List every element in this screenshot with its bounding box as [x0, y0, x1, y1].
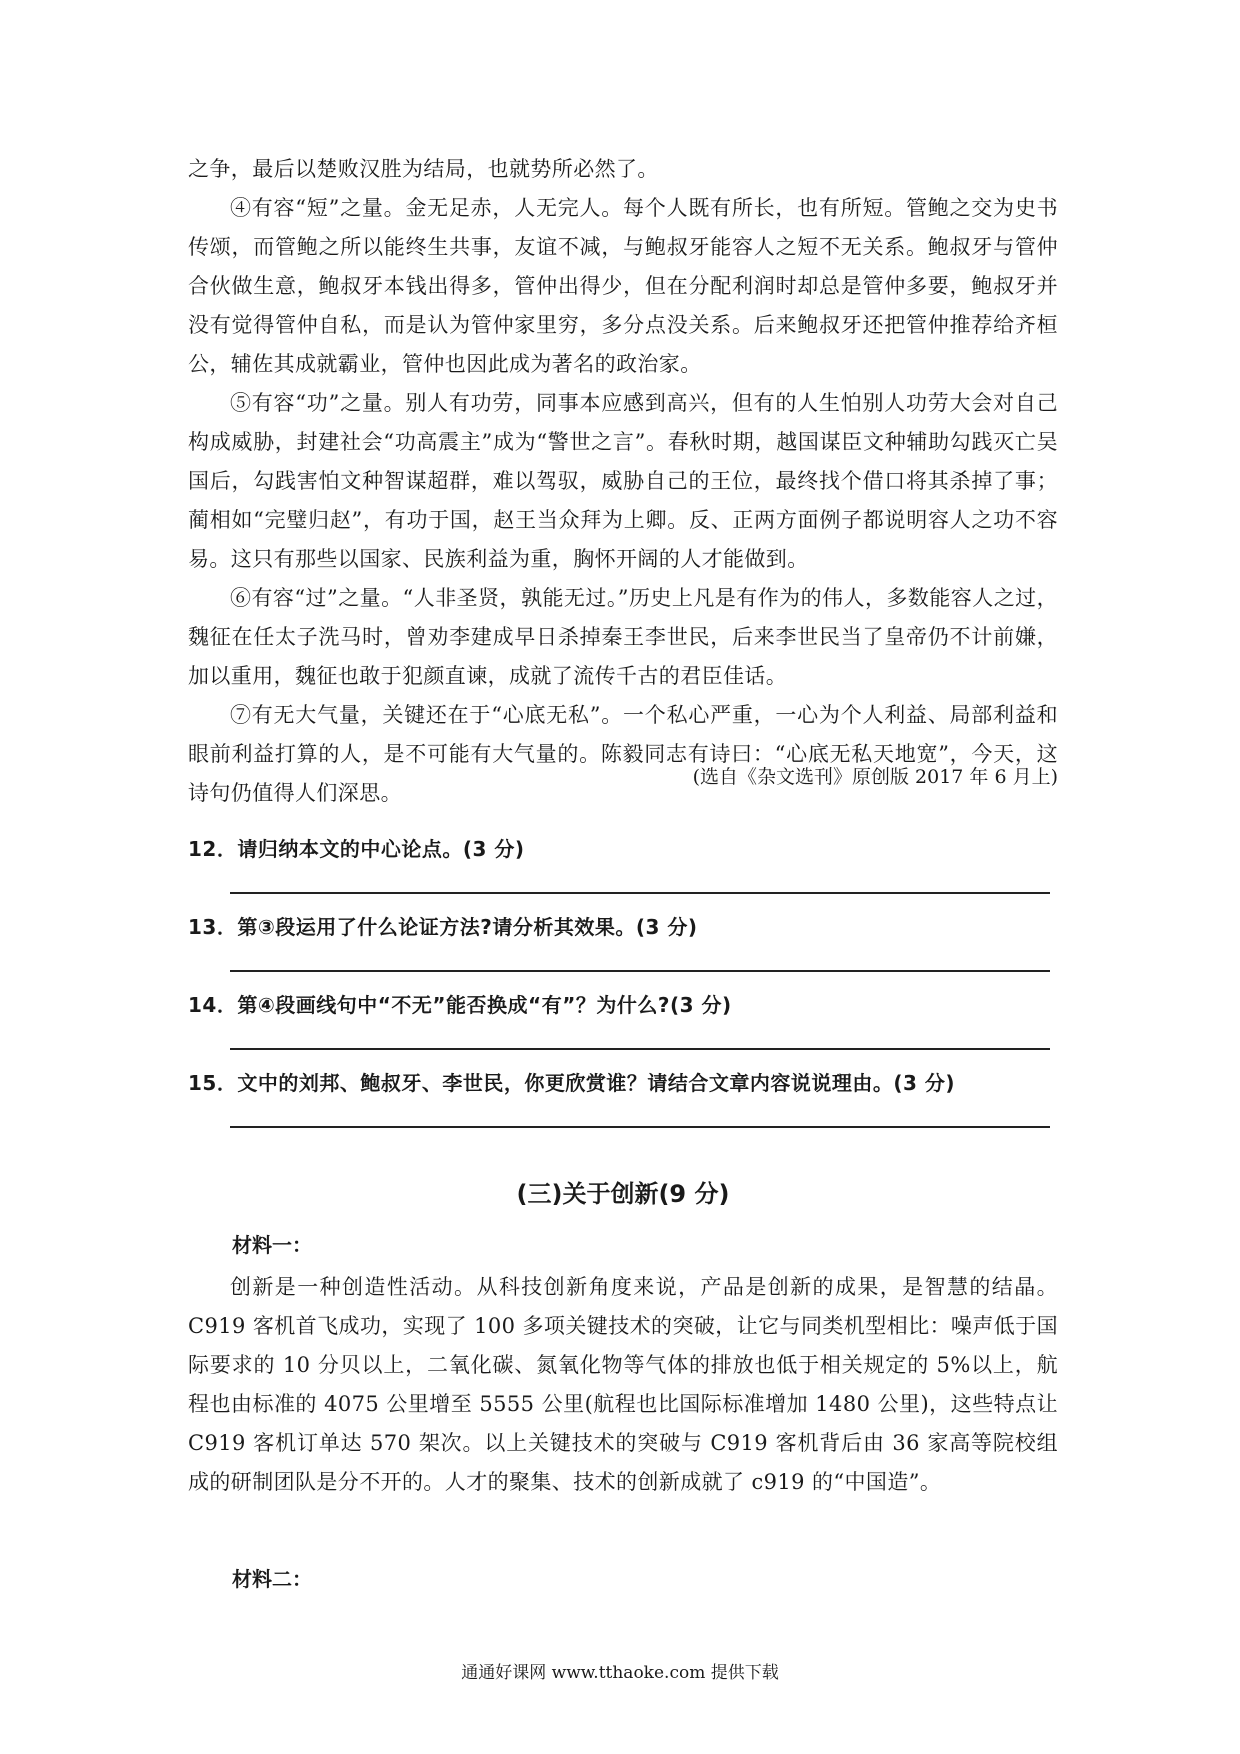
passage-source: (选自《杂文选刊》原创版 2017 年 6 月上)	[692, 766, 1058, 788]
material-1-label: 材料一：	[232, 1233, 312, 1257]
material-1-body	[188, 1268, 1058, 1502]
question-13: 13．第③段运用了什么论证方法?请分析其效果。(3 分)	[188, 915, 698, 939]
passage-paragraph-5: ⑤有容“功”之量。别人有功劳，同事本应感到高兴，但有的人生怕别人功劳大会对自己构成威胁，封建社会“功高震主”成为“警世之言”。春秋时期，越国谋臣文种辅助勾践灭亡吴国后，勾践害怕文种智谋超群，难以驾驭，威胁自己的王位，最终找个借口将其杀掉了事；蔺相如“完璧归赵”，有功于国，赵王当众拜为上卿。反、正两方面例子都说明容人之功不容易。这只有那些以国家、民族利益为重，胸怀开阔的人才能做到。	[188, 391, 1058, 571]
section-heading: (三)关于创新(9 分)	[516, 1180, 730, 1208]
passage-paragraph-6: ⑥有容“过”之量。“人非圣贤，孰能无过。”历史上凡是有作为的伟人，多数能容人之过，魏征在任太子洗马时，曾劝李建成早日杀掉秦王李世民，后来李世民当了皇帝仍不计前嫌，加以重用，魏征也敢于犯颜直谏，成就了流传千古的君臣佳话。	[188, 586, 1058, 688]
answer-line-15[interactable]	[230, 1126, 1050, 1128]
material-1-paragraph: 创新是一种创造性活动。从科技创新角度来说，产品是创新的成果，是智慧的结晶。C919 客机首飞成功，实现了 100 多项关键技术的突破，让它与同类机型相比：噪声低于国际要求的 10 分贝以上，二氧化碳、氮氧化物等气体的排放也低于相关规定的 5%以上，航程也由标准的 4075 公里增至 5555 公里(航程也比国际标准增加 1480 公里)，这些特点让 C919 客机订单达 570 架次。以上关键技术的突破与 C919 客机背后由 36 家高等院校组成的研制团队是分不开的。人才的聚集、技术的创新成就了 c919 的“中国造”。	[188, 1275, 1058, 1494]
material-2-label: 材料二：	[232, 1567, 312, 1591]
page-footer: 通通好课网 www.tthaoke.com 提供下载	[461, 1663, 779, 1683]
answer-line-12[interactable]	[230, 892, 1050, 894]
question-12: 12．请归纳本文的中心论点。(3 分)	[188, 837, 525, 861]
passage-paragraph-continuation: 之争，最后以楚败汉胜为结局，也就势所必然了。	[188, 157, 659, 181]
question-14: 14．第④段画线句中“不无”能否换成“有”？为什么?(3 分)	[188, 993, 732, 1017]
answer-line-14[interactable]	[230, 1048, 1050, 1050]
passage-paragraph-7: ⑦有无大气量，关键还在于“心底无私”。一个私心严重，一心为个人利益、局部利益和眼前利益打算的人，是不可能有大气量的。陈毅同志有诗曰：“心底无私天地宽”，今天，这诗句仍值得人们深思。	[188, 703, 1058, 805]
passage-body	[188, 150, 1058, 813]
answer-line-13[interactable]	[230, 970, 1050, 972]
question-15: 15．文中的刘邦、鲍叔牙、李世民，你更欣赏谁？请结合文章内容说说理由。(3 分)	[188, 1071, 955, 1095]
passage-paragraph-4: ④有容“短”之量。金无足赤，人无完人。每个人既有所长，也有所短。管鲍之交为史书传颂，而管鲍之所以能终生共事，友谊不减，与鲍叔牙能容人之短不无关系。鲍叔牙与管仲合伙做生意，鲍叔牙本钱出得多，管仲出得少，但在分配利润时却总是管仲多要，鲍叔牙并没有觉得管仲自私，而是认为管仲家里穷，多分点没关系。后来鲍叔牙还把管仲推荐给齐桓公，辅佐其成就霸业，管仲也因此成为著名的政治家。	[188, 196, 1058, 376]
